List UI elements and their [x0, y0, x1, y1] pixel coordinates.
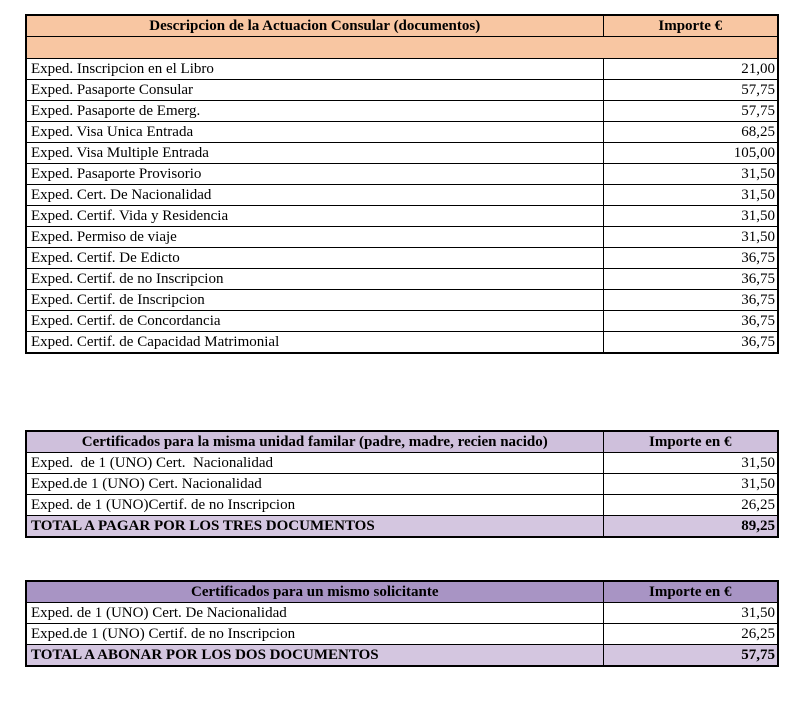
- table-header-row: [26, 431, 778, 453]
- table-row: [26, 122, 778, 143]
- single-applicant-table: [25, 580, 779, 667]
- row-amount: 31,50: [603, 474, 778, 495]
- row-amount: 105,00: [603, 143, 778, 164]
- table-row: [26, 290, 778, 311]
- total-amount: 89,25: [603, 516, 778, 538]
- table-row: [26, 311, 778, 332]
- row-description: Exped. de 1 (UNO) Cert. Nacionalidad: [26, 453, 603, 474]
- row-description: Exped.de 1 (UNO) Certif. de no Inscripcion: [26, 624, 603, 645]
- row-amount: 26,25: [603, 624, 778, 645]
- table-row: [26, 164, 778, 185]
- row-description: Exped. Certif. de no Inscripcion: [26, 269, 603, 290]
- row-description: Exped. Pasaporte Provisorio: [26, 164, 603, 185]
- family-certificates-table: [25, 430, 779, 538]
- row-amount: 57,75: [603, 80, 778, 101]
- table-row: [26, 603, 778, 624]
- row-description: Exped. Permiso de viaje: [26, 227, 603, 248]
- row-description: Exped. Cert. De Nacionalidad: [26, 185, 603, 206]
- table-row: [26, 248, 778, 269]
- table-row: [26, 80, 778, 101]
- total-row: [26, 645, 778, 667]
- table-row: [26, 269, 778, 290]
- amount-column-header: Importe en €: [603, 431, 778, 453]
- table-row: [26, 624, 778, 645]
- row-amount: 31,50: [603, 185, 778, 206]
- table-row: [26, 474, 778, 495]
- description-column-header: Certificados para la misma unidad familar (padre, madre, recien nacido): [26, 431, 603, 453]
- row-description: Exped. Certif. de Capacidad Matrimonial: [26, 332, 603, 354]
- total-row: [26, 516, 778, 538]
- row-amount: 21,00: [603, 59, 778, 80]
- description-column-header: Certificados para un mismo solicitante: [26, 581, 603, 603]
- header-band: [26, 37, 778, 59]
- row-description: Exped. Pasaporte de Emerg.: [26, 101, 603, 122]
- row-amount: 31,50: [603, 164, 778, 185]
- table-header-row: [26, 15, 778, 37]
- table-row: [26, 495, 778, 516]
- row-amount: 31,50: [603, 206, 778, 227]
- table-row: [26, 332, 778, 354]
- row-amount: 26,25: [603, 495, 778, 516]
- total-label: TOTAL A PAGAR POR LOS TRES DOCUMENTOS: [26, 516, 603, 538]
- header-band-row: [26, 37, 778, 59]
- row-amount: 57,75: [603, 101, 778, 122]
- row-amount: 36,75: [603, 290, 778, 311]
- row-amount: 36,75: [603, 269, 778, 290]
- row-description: Exped. Certif. de Inscripcion: [26, 290, 603, 311]
- row-amount: 36,75: [603, 311, 778, 332]
- table-row: [26, 227, 778, 248]
- table-row: [26, 101, 778, 122]
- row-description: Exped. Visa Unica Entrada: [26, 122, 603, 143]
- consular-fees-table: [25, 14, 779, 354]
- row-amount: 68,25: [603, 122, 778, 143]
- row-description: Exped. Visa Multiple Entrada: [26, 143, 603, 164]
- table-row: [26, 185, 778, 206]
- row-description: Exped. Certif. De Edicto: [26, 248, 603, 269]
- row-amount: 36,75: [603, 332, 778, 354]
- description-column-header: Descripcion de la Actuacion Consular (documentos): [26, 15, 603, 37]
- row-description: Exped. Pasaporte Consular: [26, 80, 603, 101]
- table-row: [26, 453, 778, 474]
- row-description: Exped. Certif. Vida y Residencia: [26, 206, 603, 227]
- row-amount: 31,50: [603, 453, 778, 474]
- table-row: [26, 59, 778, 80]
- row-description: Exped. de 1 (UNO)Certif. de no Inscripcion: [26, 495, 603, 516]
- amount-column-header: Importe en €: [603, 581, 778, 603]
- row-description: Exped.de 1 (UNO) Cert. Nacionalidad: [26, 474, 603, 495]
- row-amount: 31,50: [603, 603, 778, 624]
- row-description: Exped. Certif. de Concordancia: [26, 311, 603, 332]
- table-header-row: [26, 581, 778, 603]
- total-label: TOTAL A ABONAR POR LOS DOS DOCUMENTOS: [26, 645, 603, 667]
- total-amount: 57,75: [603, 645, 778, 667]
- row-amount: 36,75: [603, 248, 778, 269]
- row-description: Exped. Inscripcion en el Libro: [26, 59, 603, 80]
- table-row: [26, 206, 778, 227]
- row-description: Exped. de 1 (UNO) Cert. De Nacionalidad: [26, 603, 603, 624]
- row-amount: 31,50: [603, 227, 778, 248]
- amount-column-header: Importe €: [603, 15, 778, 37]
- table-row: [26, 143, 778, 164]
